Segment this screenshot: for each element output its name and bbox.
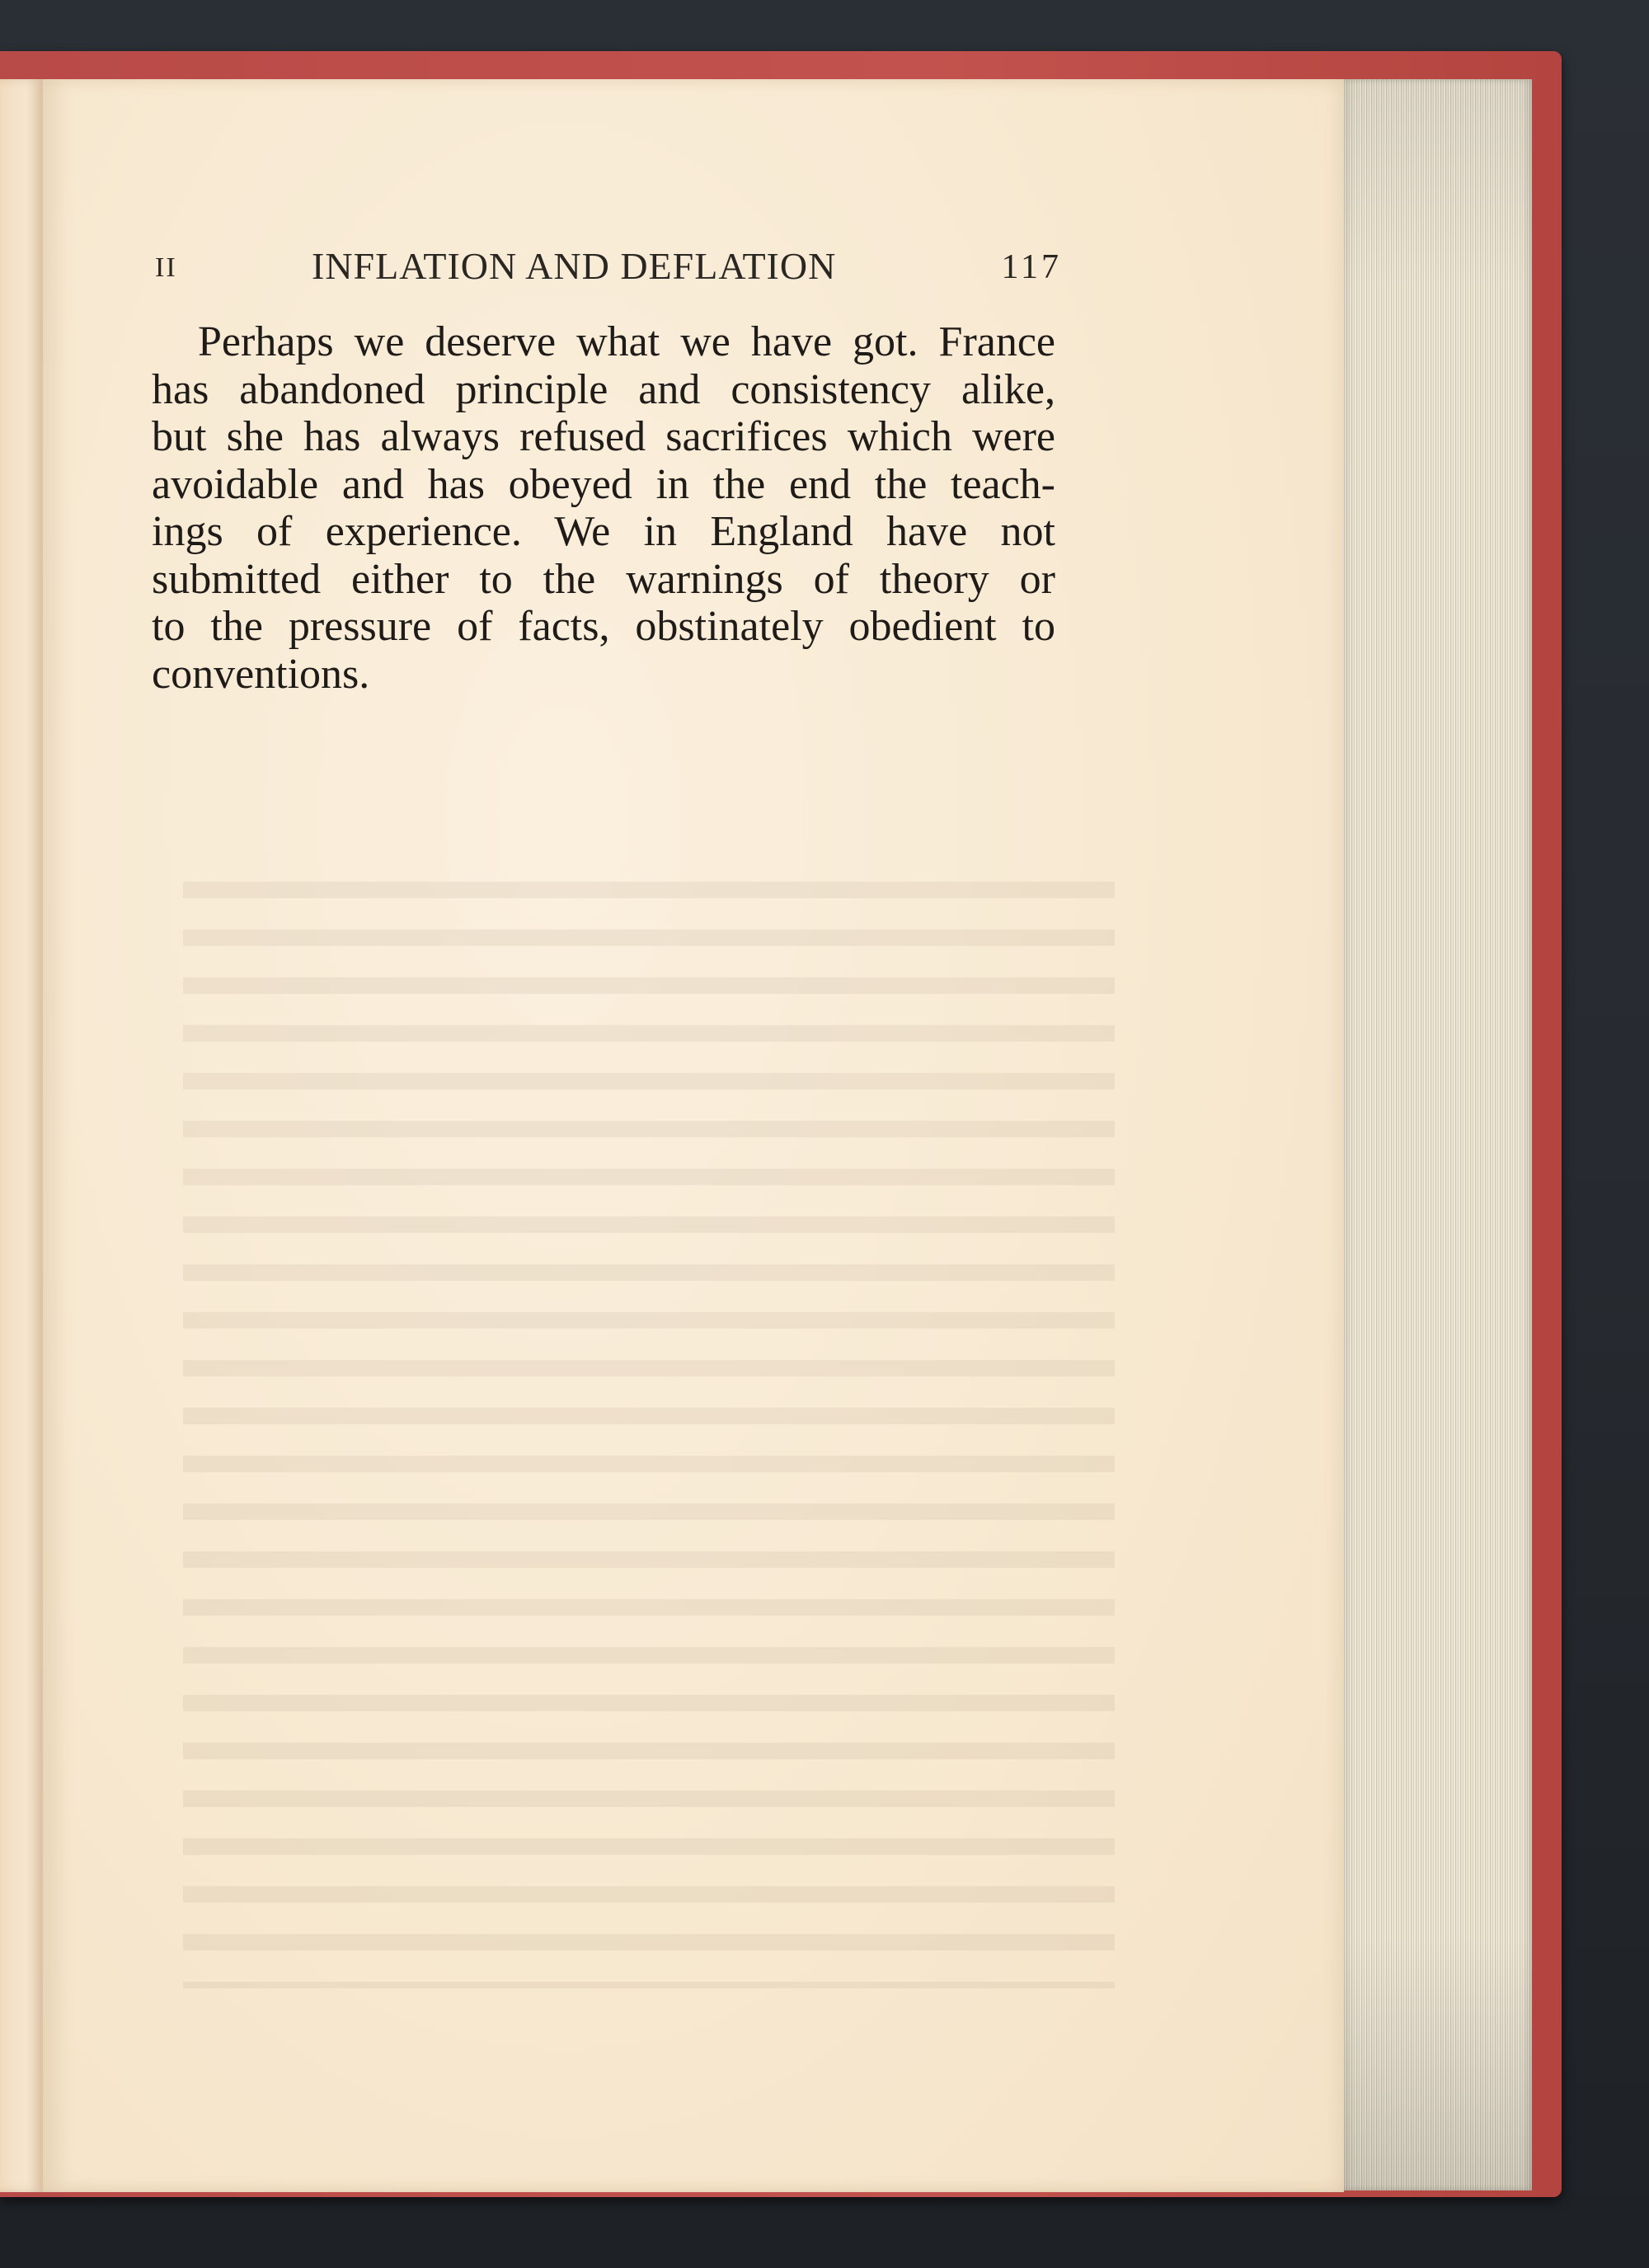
text-line: avoidable and has obeyed in the end the teach- <box>152 460 1055 508</box>
text-line: conventions. <box>152 650 370 698</box>
text-line: Perhaps we deserve what we have got. France <box>198 318 1055 365</box>
previous-page-edge <box>0 79 43 2192</box>
text-line: ings of experience. We in England have not <box>152 508 1055 555</box>
body-paragraph <box>152 318 1055 698</box>
text-line: to the pressure of facts, obstinately obedient to <box>152 603 1055 650</box>
page-edges-shading <box>1342 79 1532 2190</box>
chapter-number: II <box>155 252 177 283</box>
text-line: but she has always refused sacrifices which were <box>152 413 1055 460</box>
running-title: INFLATION AND DEFLATION <box>312 245 837 287</box>
reverse-side-show-through <box>183 867 1115 1988</box>
running-header <box>155 244 1062 294</box>
page-number: 117 <box>1001 248 1062 286</box>
text-line: submitted either to the warnings of theory or <box>152 555 1055 603</box>
text-line: has abandoned principle and consistency alike, <box>152 365 1055 413</box>
